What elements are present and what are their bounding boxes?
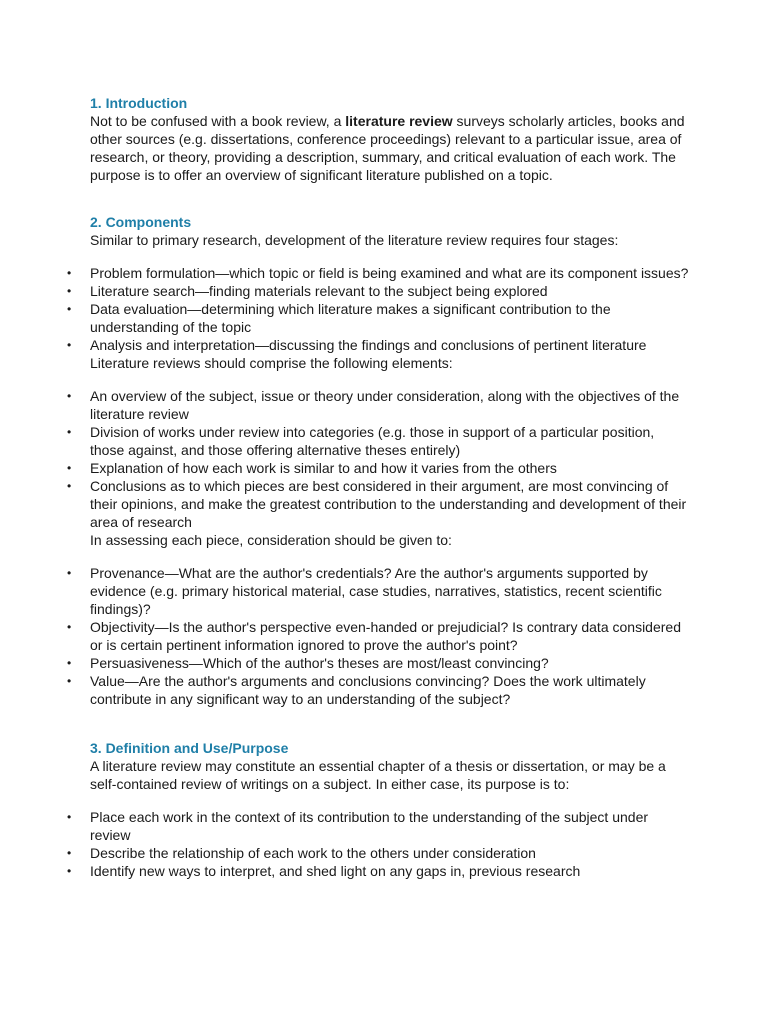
bullet-icon: • <box>67 864 72 878</box>
spacer <box>90 793 690 808</box>
list-item <box>67 477 690 549</box>
bullet-icon: • <box>67 566 72 580</box>
bullet-icon: • <box>67 479 72 493</box>
list-item-text: Conclusions as to which pieces are best considered in their argument, are most convincing of their opinions, and make the greatest contribution to the understanding and development of their area of research <box>90 478 687 530</box>
introduction-paragraph <box>90 112 690 184</box>
bullet-icon: • <box>67 620 72 634</box>
bullet-icon: • <box>67 266 72 280</box>
list-item <box>67 300 690 336</box>
assessing-intro: In assessing each piece, consideration should be given to: <box>90 532 452 548</box>
list-item <box>67 672 690 708</box>
section-introduction <box>90 94 690 184</box>
bullet-icon: • <box>67 425 72 439</box>
list-item <box>67 387 690 423</box>
list-item-text: Place each work in the context of its contribution to the understanding of the subject under review <box>90 809 649 843</box>
introduction-text-end: surveys scholarly articles, books and other sources (e.g. dissertations, conference proceedings) relevant to a particular issue, area of research, or theory, providing a description, summary, and critical evaluation of each work. The purpose is to offer an overview of significant literature published on a topic. <box>90 113 685 183</box>
spacer <box>90 249 690 264</box>
bullet-icon: • <box>67 389 72 403</box>
list-item-text: Describe the relationship of each work to the others under consideration <box>90 845 536 861</box>
elements-list <box>67 387 690 549</box>
list-item-text: Problem formulation—which topic or field is being examined and what are its component issues? <box>90 265 689 281</box>
list-item-text: Value—Are the author's arguments and conclusions convincing? Does the work ultimately contribute in any significant way to an understanding of the subject? <box>90 673 646 707</box>
list-item <box>67 862 690 880</box>
list-item-text: Objectivity—Is the author's perspective even-handed or prejudicial? Is contrary data considered or is certain pertinent information ignored to prove the author's point? <box>90 619 681 653</box>
section-heading-introduction: 1. Introduction <box>90 95 188 111</box>
list-item <box>67 618 690 654</box>
section-heading-definition: 3. Definition and Use/Purpose <box>90 740 289 756</box>
stages-list <box>67 264 690 372</box>
bullet-icon: • <box>67 846 72 860</box>
list-item-text: Data evaluation—determining which literature makes a significant contribution to the understanding of the topic <box>90 301 611 335</box>
spacer <box>90 372 690 387</box>
list-item <box>67 564 690 618</box>
introduction-text-start: Not to be confused with a book review, a <box>90 113 346 129</box>
bullet-icon: • <box>67 810 72 824</box>
introduction-bold-term: literature review <box>345 113 453 129</box>
list-item-text: Identify new ways to interpret, and shed light on any gaps in, previous research <box>90 863 581 879</box>
list-item-text: An overview of the subject, issue or theory under consideration, along with the objectives of the literature review <box>90 388 680 422</box>
bullet-icon: • <box>67 656 72 670</box>
list-item-text: Persuasiveness—Which of the author's theses are most/least convincing? <box>90 655 549 671</box>
bullet-icon: • <box>67 461 72 475</box>
list-item <box>67 459 690 477</box>
section-heading-components: 2. Components <box>90 214 192 230</box>
list-item-text: Explanation of how each work is similar to and how it varies from the others <box>90 460 557 476</box>
definition-intro: A literature review may constitute an essential chapter of a thesis or dissertation, or may be a self-contained review of writings on a subject. In either case, its purpose is to: <box>90 758 666 792</box>
assessing-list <box>67 564 690 708</box>
spacer <box>90 549 690 564</box>
document-content <box>67 94 690 909</box>
list-item <box>67 282 690 300</box>
section-components <box>67 213 690 708</box>
list-item <box>67 654 690 672</box>
list-item <box>67 808 690 844</box>
purposes-list <box>67 808 690 880</box>
bullet-icon: • <box>67 284 72 298</box>
list-item-text: Division of works under review into categories (e.g. those in support of a particular position, those against, and those offering alternative theses entirely) <box>90 424 655 458</box>
list-item-text: Provenance—What are the author's credentials? Are the author's arguments supported by evidence (e.g. primary historical material, case studies, narratives, statistics, recent scientific findings)? <box>90 565 662 617</box>
elements-intro: Literature reviews should comprise the following elements: <box>90 355 453 371</box>
list-item <box>67 264 690 282</box>
bullet-icon: • <box>67 302 72 316</box>
list-item-text: Analysis and interpretation—discussing the findings and conclusions of pertinent literature <box>90 337 647 353</box>
components-intro: Similar to primary research, development of the literature review requires four stages: <box>90 232 619 248</box>
bullet-icon: • <box>67 674 72 688</box>
list-item <box>67 844 690 862</box>
list-item <box>67 336 690 372</box>
list-item-text: Literature search—finding materials relevant to the subject being explored <box>90 283 548 299</box>
bullet-icon: • <box>67 338 72 352</box>
section-definition <box>67 739 690 880</box>
list-item <box>67 423 690 459</box>
